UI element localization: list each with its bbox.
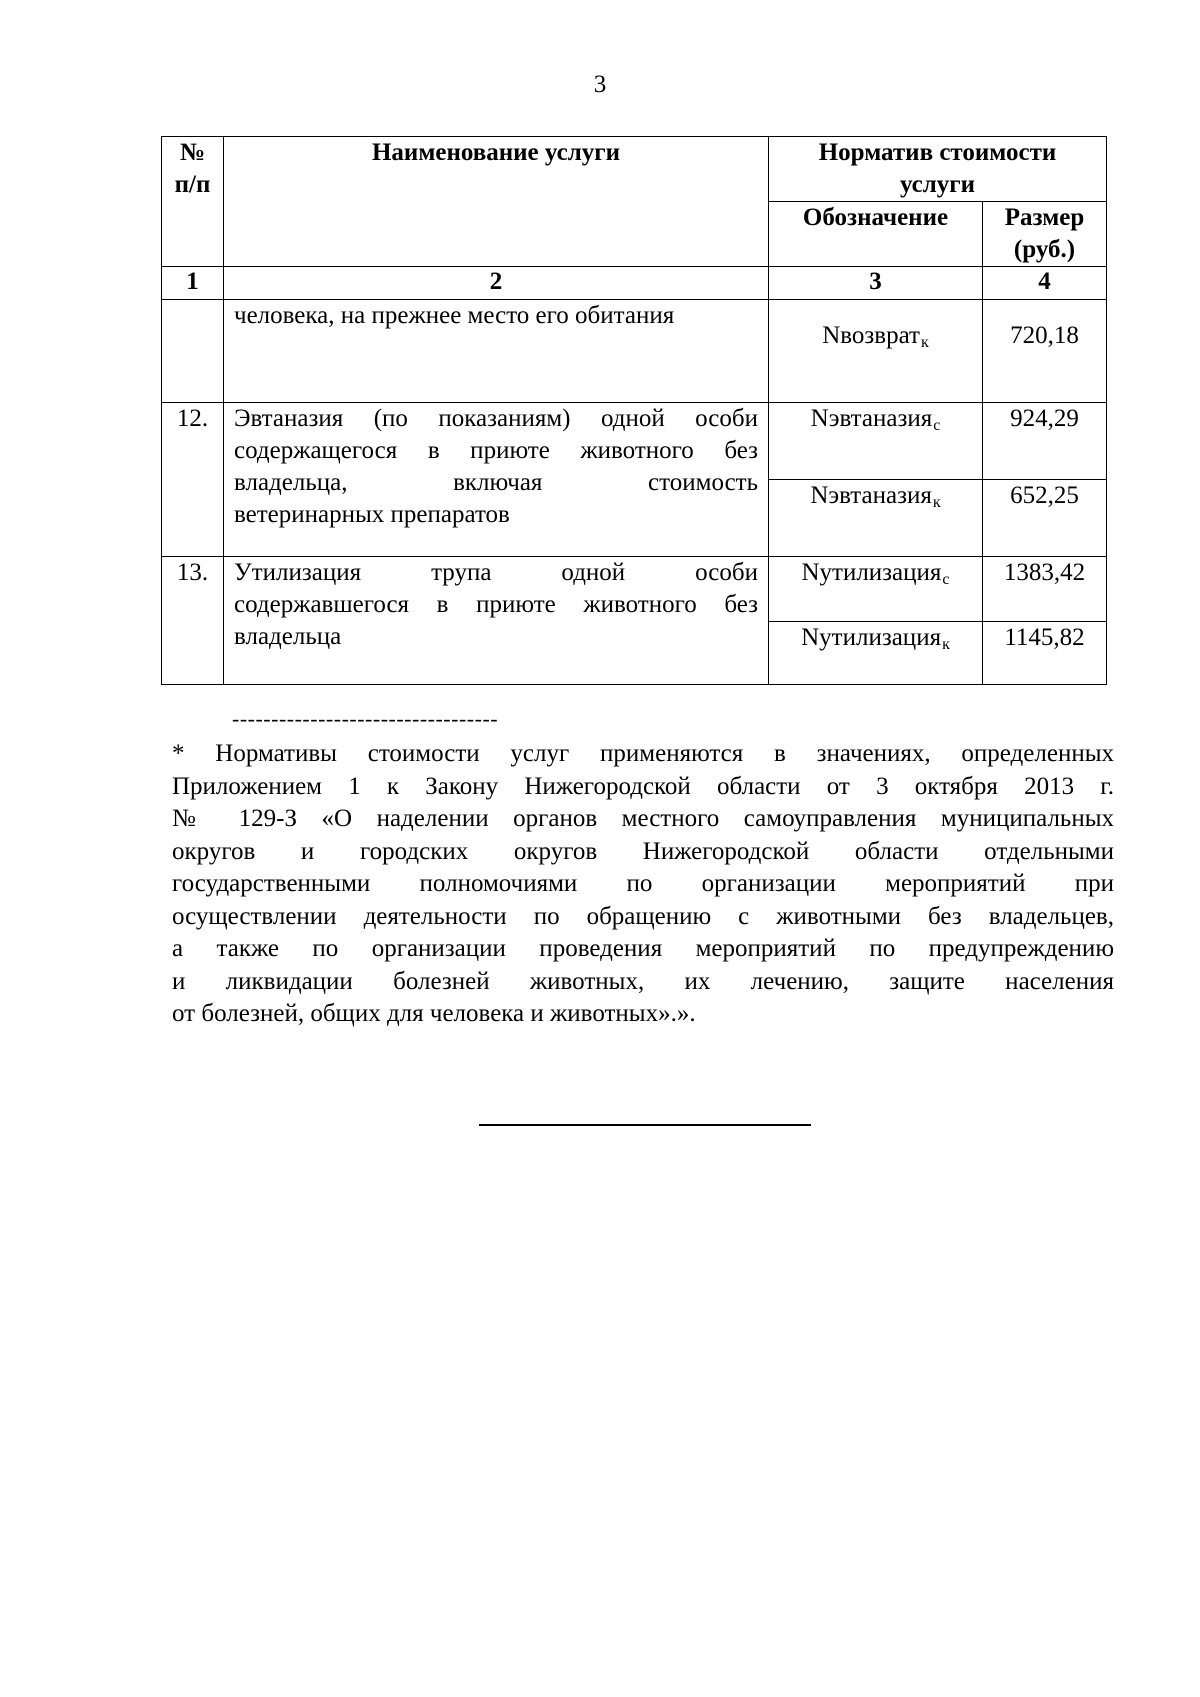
- norm-code-subscript: к: [942, 636, 950, 653]
- header-code: Обозначение: [769, 202, 983, 267]
- service-name-line: владельца, включая стоимость: [234, 469, 758, 496]
- service-name-line: содержащегося в приюте животного без: [234, 437, 758, 464]
- norm-code: [769, 557, 983, 622]
- norm-code-base: Nутилизация: [801, 559, 942, 586]
- header-norm: Норматив стоимости услуги: [769, 137, 1107, 202]
- column-number: 3: [769, 267, 983, 300]
- norm-code: [769, 480, 983, 557]
- norm-code-base: Nвозврат: [822, 322, 920, 349]
- footnote-line: от болезней, общих для человека и животных».».: [172, 1000, 696, 1027]
- table-row: [162, 557, 1107, 622]
- norm-code-subscript: к: [920, 334, 929, 351]
- norm-code-subscript: к: [932, 494, 941, 511]
- table-header-row: [162, 137, 1107, 202]
- footnote-line: осуществлении деятельности по обращению с животными без владельцев,: [172, 902, 1114, 930]
- norm-code-base: Nэвтаназия: [810, 482, 932, 509]
- table-row: [162, 403, 1107, 480]
- footnote: [172, 738, 1114, 1031]
- table-row: [162, 300, 1107, 403]
- norm-size: 720,18: [983, 300, 1107, 403]
- row-number: [162, 300, 224, 403]
- service-name: [224, 403, 769, 557]
- service-name: [224, 300, 769, 403]
- service-name-line: ветеринарных препаратов: [234, 501, 510, 528]
- norm-size: 652,25: [983, 480, 1107, 557]
- header-no: № п/п: [162, 137, 224, 267]
- column-number: 2: [224, 267, 769, 300]
- footnote-line: * Нормативы стоимости услуг применяются в значениях, определенных: [172, 740, 1114, 767]
- norm-code: [769, 403, 983, 480]
- service-name-line: содержавшегося в приюте животного без: [234, 591, 758, 618]
- service-name-line: Утилизация трупа одной особи: [234, 559, 758, 586]
- page-number: 3: [593, 71, 607, 98]
- row-number: 13.: [162, 557, 224, 685]
- header-name: Наименование услуги: [224, 137, 769, 267]
- footnote-line: а также по организации проведения мероприятий по предупреждению: [172, 935, 1114, 962]
- footnote-separator: ----------------------------------: [232, 706, 499, 731]
- norm-code-subscript: с: [942, 571, 950, 588]
- norm-code-subscript: с: [933, 417, 941, 434]
- norm-size: 1145,82: [983, 622, 1107, 685]
- norm-size: 1383,42: [983, 557, 1107, 622]
- service-name: [224, 557, 769, 685]
- row-number: 12.: [162, 403, 224, 557]
- footnote-line: округов и городских округов Нижегородской области отдельными: [172, 837, 1114, 865]
- service-name-line: человека, на прежнее место его обитания: [234, 302, 675, 329]
- footnote-line: Приложением 1 к Закону Нижегородской области от 3 октября 2013 г.: [172, 772, 1114, 800]
- column-number: 4: [983, 267, 1107, 300]
- end-of-document-rule: [479, 1124, 811, 1126]
- column-numbers-row: [162, 267, 1107, 300]
- norm-code: [769, 300, 983, 403]
- header-size: Размер (руб.): [983, 202, 1107, 267]
- norm-code: [769, 622, 983, 685]
- service-name-line: Эвтаназия (по показаниям) одной особи: [234, 405, 758, 432]
- footnote-line: и ликвидации болезней животных, их лечению, защите населения: [172, 967, 1114, 995]
- column-number: 1: [162, 267, 224, 300]
- norm-code-base: Nэвтаназия: [810, 405, 933, 432]
- footnote-line: № 129-З «О наделении органов местного самоуправления муниципальных: [172, 805, 1114, 832]
- norm-size: 924,29: [983, 403, 1107, 480]
- service-name-line: владельца: [234, 623, 342, 650]
- footnote-line: государственными полномочиями по организации мероприятий при: [172, 870, 1114, 897]
- norm-code-base: Nутилизация: [801, 624, 942, 651]
- service-norms-table: [161, 136, 1107, 685]
